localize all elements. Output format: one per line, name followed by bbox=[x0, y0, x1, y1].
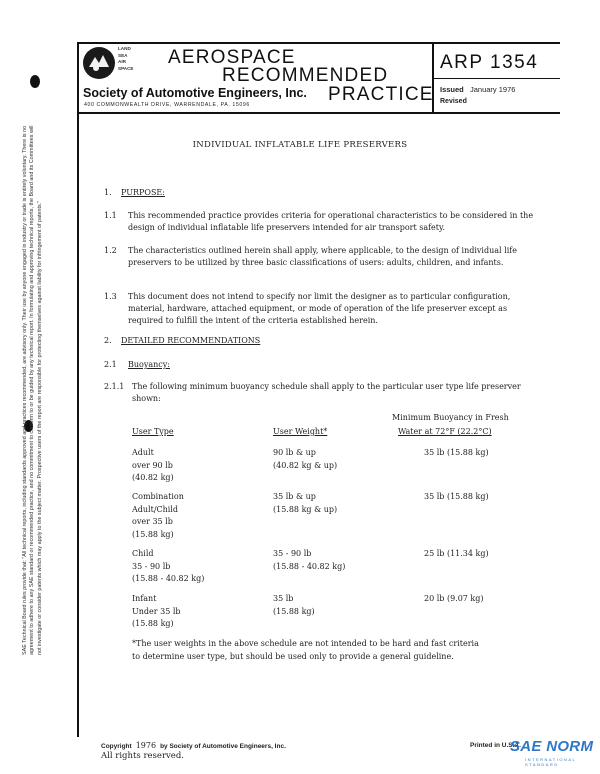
document-title: INDIVIDUAL INFLATABLE LIFE PRESERVERS bbox=[192, 140, 408, 150]
user-weight-line: 35 lb bbox=[273, 594, 294, 603]
title-aerospace: AEROSPACE bbox=[168, 47, 296, 68]
para-2-1-1-text: The following minimum buoyancy schedule shall apply to the particular user type life preserver shown: bbox=[132, 382, 521, 403]
header-top-rule bbox=[77, 42, 560, 44]
user-type-cell: (15.88 - 40.82 kg) bbox=[132, 574, 205, 583]
column-header-user-type: User Type bbox=[132, 427, 174, 436]
printed-in: Printed in U.S.A. bbox=[470, 742, 521, 749]
para-1-2-number: 1.2 bbox=[104, 246, 117, 255]
copyright-label: Copyright bbox=[101, 743, 132, 750]
user-type-cell: Infant bbox=[132, 594, 157, 603]
user-type-cell: (40.82 kg) bbox=[132, 473, 174, 482]
table-row bbox=[132, 593, 181, 631]
issue-label: Issued bbox=[440, 85, 464, 94]
rights-reserved: All rights reserved. bbox=[101, 751, 184, 761]
punch-hole-top bbox=[30, 75, 40, 88]
user-type-cell: over 90 lb bbox=[132, 460, 173, 470]
watermark-logo: SAE NORM bbox=[510, 738, 594, 755]
section-2-1-number: 2.1 bbox=[104, 360, 117, 369]
section-2-number: 2. bbox=[104, 336, 112, 345]
sae-logo bbox=[83, 47, 115, 79]
revised-label: Revised bbox=[440, 98, 467, 105]
buoyancy-cell: 35 lb (15.88 kg) bbox=[424, 492, 489, 501]
logo-line: AIR bbox=[118, 59, 126, 65]
user-weight-cell bbox=[273, 593, 315, 618]
logo-line: SPACE bbox=[118, 65, 134, 71]
table-footnote-line2: to determine user type, but should be used only to provide a general guideline. bbox=[132, 652, 454, 661]
user-weight-line: (15.88 - 40.82 kg) bbox=[273, 561, 346, 571]
section-1-title: PURPOSE: bbox=[121, 188, 165, 197]
title-practice: PRACTICE bbox=[328, 84, 434, 105]
para-1-3-text: This document does not intend to specify nor limit the designer as to particular configuration, material, hardware, attached equipment, or mode of operation of the life preserver except as required to fulfill the intent of the criteria established herein. bbox=[128, 292, 511, 325]
issue-date: January 1976 bbox=[470, 85, 516, 94]
table-row bbox=[132, 491, 184, 541]
user-type-cell: over 35 lb bbox=[132, 517, 173, 526]
para-1-1-text: This recommended practice provides criteria for operational characteristics to be considered in the design of individual inflatable life preservers intended for air transport safety. bbox=[128, 211, 534, 232]
user-type-cell: Adult/Child bbox=[132, 504, 179, 514]
user-type-cell: Adult bbox=[132, 448, 154, 457]
buoyancy-header-line1: Minimum Buoyancy in Fresh bbox=[392, 413, 509, 422]
user-weight-line: 35 lb & up bbox=[273, 492, 316, 501]
user-weight-cell bbox=[273, 447, 337, 472]
para-1-3-number: 1.3 bbox=[104, 292, 117, 301]
user-weight-line: (40.82 kg & up) bbox=[273, 460, 338, 470]
table-footnote-line1: *The user weights in the above schedule are not intended to be hard and fast criteria bbox=[132, 639, 479, 648]
section-1-number: 1. bbox=[104, 188, 112, 197]
logo-line: LAND bbox=[118, 46, 131, 51]
user-type-cell: (15.88 kg) bbox=[132, 619, 174, 628]
user-weight-cell bbox=[273, 491, 337, 516]
user-type-cell: (15.88 kg) bbox=[132, 529, 174, 539]
user-weight-line: (15.88 kg) bbox=[273, 606, 315, 616]
table-row bbox=[132, 447, 174, 485]
user-weight-line: 90 lb & up bbox=[273, 448, 316, 457]
header-bottom-rule bbox=[77, 112, 560, 114]
copyright-line bbox=[101, 741, 286, 750]
watermark-subtitle: INTERNATIONAL STANDARD bbox=[525, 757, 577, 767]
table-row bbox=[132, 548, 204, 586]
user-weight-cell bbox=[273, 548, 345, 573]
user-weight-line: 35 - 90 lb bbox=[273, 549, 312, 558]
copyright-year: 1976 bbox=[135, 741, 157, 750]
logo-tagline bbox=[118, 46, 134, 72]
column-header-user-weight: User Weight* bbox=[273, 427, 328, 436]
issue-line bbox=[440, 85, 516, 94]
para-1-2-text: The characteristics outlined herein shall apply, where applicable, to the design of individual life preservers to be utilized by three basic classifications of users: adults, children, and infants. bbox=[128, 246, 517, 267]
advisory-notice: SAE Technical Board rules provide that: "All technical reports, including standards approved and practices recommended, are advisory only. Their use by anyone engaged in industry or trade is entirely voluntary. There is no agreement to adhere to any SAE standard or recommended practice, and no commitment to conform to or be guided by any technical report. In formulating and approving technical reports, the Board and its Committees will not investigate or consider patents which may apply to the subject matter. Prospective users of the report are responsible for protecting themselves against liability for infringement of patents." bbox=[22, 125, 43, 655]
title-recommended: RECOMMENDED bbox=[222, 65, 389, 86]
user-type-cell: 35 - 90 lb bbox=[132, 561, 171, 571]
copyright-holder: by Society of Automotive Engineers, Inc. bbox=[160, 743, 286, 750]
buoyancy-cell: 25 lb (11.34 kg) bbox=[424, 549, 489, 558]
sae-logo-emblem bbox=[83, 47, 115, 79]
document-number: ARP 1354 bbox=[440, 52, 539, 73]
para-2-1-1-number: 2.1.1 bbox=[104, 382, 125, 391]
para-1-1-number: 1.1 bbox=[104, 211, 117, 220]
buoyancy-cell: 35 lb (15.88 kg) bbox=[424, 448, 489, 457]
society-address: 400 COMMONWEALTH DRIVE, WARRENDALE, PA. 15096 bbox=[84, 102, 250, 108]
user-type-cell: Combination bbox=[132, 492, 184, 501]
arp-underline bbox=[432, 78, 560, 79]
section-2-1-title: Buoyancy: bbox=[128, 360, 170, 369]
user-type-cell: Under 35 lb bbox=[132, 606, 181, 616]
user-type-cell: Child bbox=[132, 549, 154, 558]
user-weight-line: (15.88 kg & up) bbox=[273, 504, 338, 514]
buoyancy-cell: 20 lb (9.07 kg) bbox=[424, 594, 484, 603]
section-2-title: DETAILED RECOMMENDATIONS bbox=[121, 336, 261, 345]
society-name: Society of Automotive Engineers, Inc. bbox=[83, 86, 307, 100]
logo-line: SEA bbox=[118, 52, 128, 58]
buoyancy-header-line2: Water at 72°F (22.2°C) bbox=[398, 427, 492, 436]
